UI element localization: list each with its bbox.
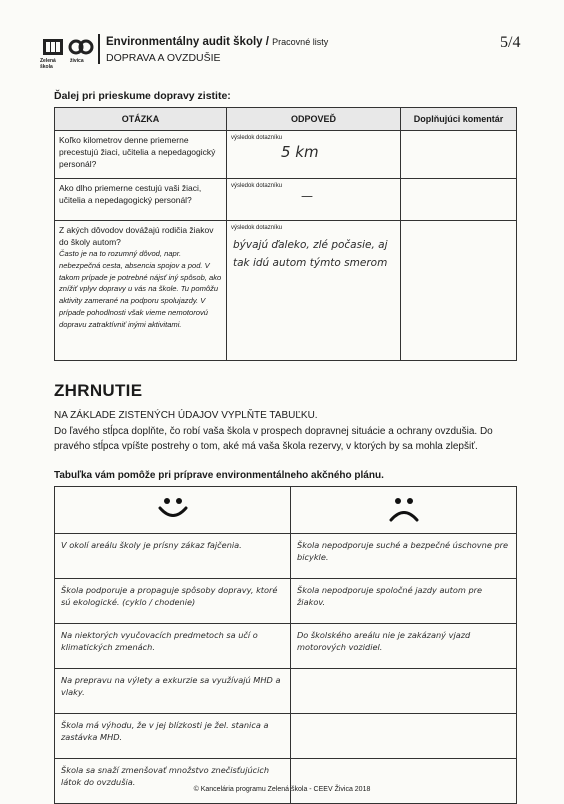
- positive-cell[interactable]: Škola má výhodu, že v jej blízkosti je žel. stanica a zastávka MHD.: [55, 714, 291, 759]
- answer-text: bývajú ďaleko, zlé počasie, aj tak idú autom týmto smerom: [233, 239, 388, 269]
- footer-copyright: © Kancelária programu Zelená škola - CEEV Živica 2018: [193, 786, 371, 793]
- summary-table: [54, 486, 517, 804]
- answer-label: výsledok dotazníku: [231, 135, 283, 141]
- logo-caption: Zelená škola: [40, 58, 56, 70]
- question-cell: [55, 221, 227, 361]
- negative-cell[interactable]: [291, 759, 517, 804]
- answer-text: —: [301, 189, 313, 203]
- positive-cell[interactable]: Na prepravu na výlety a exkurzie sa využívajú MHD a vlaky.: [55, 669, 291, 714]
- column-header: ODPOVEĎ: [227, 108, 401, 131]
- answer-label: výsledok dotazníku: [231, 183, 283, 189]
- summary-description: Do ľavého stĺpca doplňte, čo robí vaša škola v prospech dopravnej situácie a ochrany ovzdušia. Do pravého stĺpca vpíšte postrehy o tom, aké má vaša škola rezervy, v ktorých by sa mohla zlepšiť.: [54, 426, 493, 452]
- comment-cell[interactable]: [401, 131, 517, 179]
- answer-label: výsledok dotazníku: [231, 225, 283, 231]
- negative-cell[interactable]: [291, 669, 517, 714]
- negative-cell[interactable]: Škola nepodporuje suché a bezpečné úschovne pre bicykle.: [291, 534, 517, 579]
- positive-cell[interactable]: Na niektorých vyučovacích predmetoch sa učí o klimatických zmenách.: [55, 624, 291, 669]
- table-row: [55, 714, 517, 759]
- table-row: [55, 534, 517, 579]
- question-text: Ako dlho priemerne cestujú vaši žiaci, učitelia a nepedagogický personál?: [59, 183, 202, 205]
- table-row: [55, 759, 517, 804]
- title-main: Environmentálny audit školy: [106, 36, 263, 48]
- answer-cell[interactable]: [227, 221, 401, 361]
- table-row: [55, 669, 517, 714]
- table-row: [55, 131, 517, 179]
- comment-cell[interactable]: [401, 221, 517, 361]
- section-title: DOPRAVA A OVZDUŠIE: [106, 52, 221, 64]
- table-row: [55, 579, 517, 624]
- question-text: Z akých dôvodov dovážajú rodičia žiakov do školy autom?: [59, 225, 214, 247]
- question-text: Koľko kilometrov denne priemerne precestujú žiaci, učitelia a nepedagogický personál?: [59, 135, 216, 169]
- title-sub: Pracovné listy: [272, 37, 329, 47]
- table-row: [55, 221, 517, 361]
- question-note: Často je na to rozumný dôvod, napr. nebezpečná cesta, absencia spojov a pod. V takom prípade je potrebné nájsť iný spôsob, ako znížiť vplyv dopravy u vás na škole. Tu pomôžu aktivity zamerané na podporu spolujazdy. V prípade pohodlnosti však vieme nemotorovú dopravu zatraktívniť inými aktivitami.: [59, 249, 222, 329]
- table-row: [55, 179, 517, 221]
- positive-cell[interactable]: Škola podporuje a propaguje spôsoby dopravy, ktoré sú ekologické. (cyklo / chodenie): [55, 579, 291, 624]
- answer-cell[interactable]: [227, 179, 401, 221]
- header-divider: [98, 34, 100, 64]
- survey-table: [54, 107, 517, 361]
- tree-icon: [40, 36, 66, 58]
- column-header: OTÁZKA: [55, 108, 227, 131]
- negative-cell[interactable]: [291, 714, 517, 759]
- intro-text: Ďalej pri prieskume dopravy zistite:: [54, 90, 231, 102]
- zelena-skola-logo: [40, 36, 66, 70]
- question-cell: [55, 179, 227, 221]
- negative-cell[interactable]: Škola nepodporuje spoločné jazdy autom pre žiakov.: [291, 579, 517, 624]
- table-row: [55, 624, 517, 669]
- positive-cell[interactable]: V okolí areálu školy je prísny zákaz fajčenia.: [55, 534, 291, 579]
- answer-text: 5 km: [281, 143, 319, 161]
- page-number: 5/4: [500, 34, 521, 51]
- summary-title: ZHRNUTIE: [54, 381, 143, 400]
- page-title: Environmentálny audit školy / Pracovné listy: [106, 36, 329, 48]
- happy-face-icon: [55, 487, 291, 534]
- positive-cell[interactable]: Škola sa snaží zmenšovať množstvo znečisťujúcich látok do ovzdušia.: [55, 759, 291, 804]
- column-header: Doplňujúci komentár: [401, 108, 517, 131]
- summary-instruction: NA ZÁKLADE ZISTENÝCH ÚDAJOV VYPLŇTE TABUĽKU.: [54, 410, 318, 421]
- zivica-logo: [68, 36, 94, 66]
- logo-caption: živica: [70, 58, 84, 64]
- question-cell: [55, 131, 227, 179]
- answer-cell[interactable]: [227, 131, 401, 179]
- summary-note: Tabuľka vám pomôže pri príprave environmentálneho akčného plánu.: [54, 470, 384, 481]
- leaf-icon: [68, 36, 94, 58]
- comment-cell[interactable]: [401, 179, 517, 221]
- sad-face-icon: [291, 487, 517, 534]
- negative-cell[interactable]: Do školského areálu nie je zakázaný vjazd motorových vozidiel.: [291, 624, 517, 669]
